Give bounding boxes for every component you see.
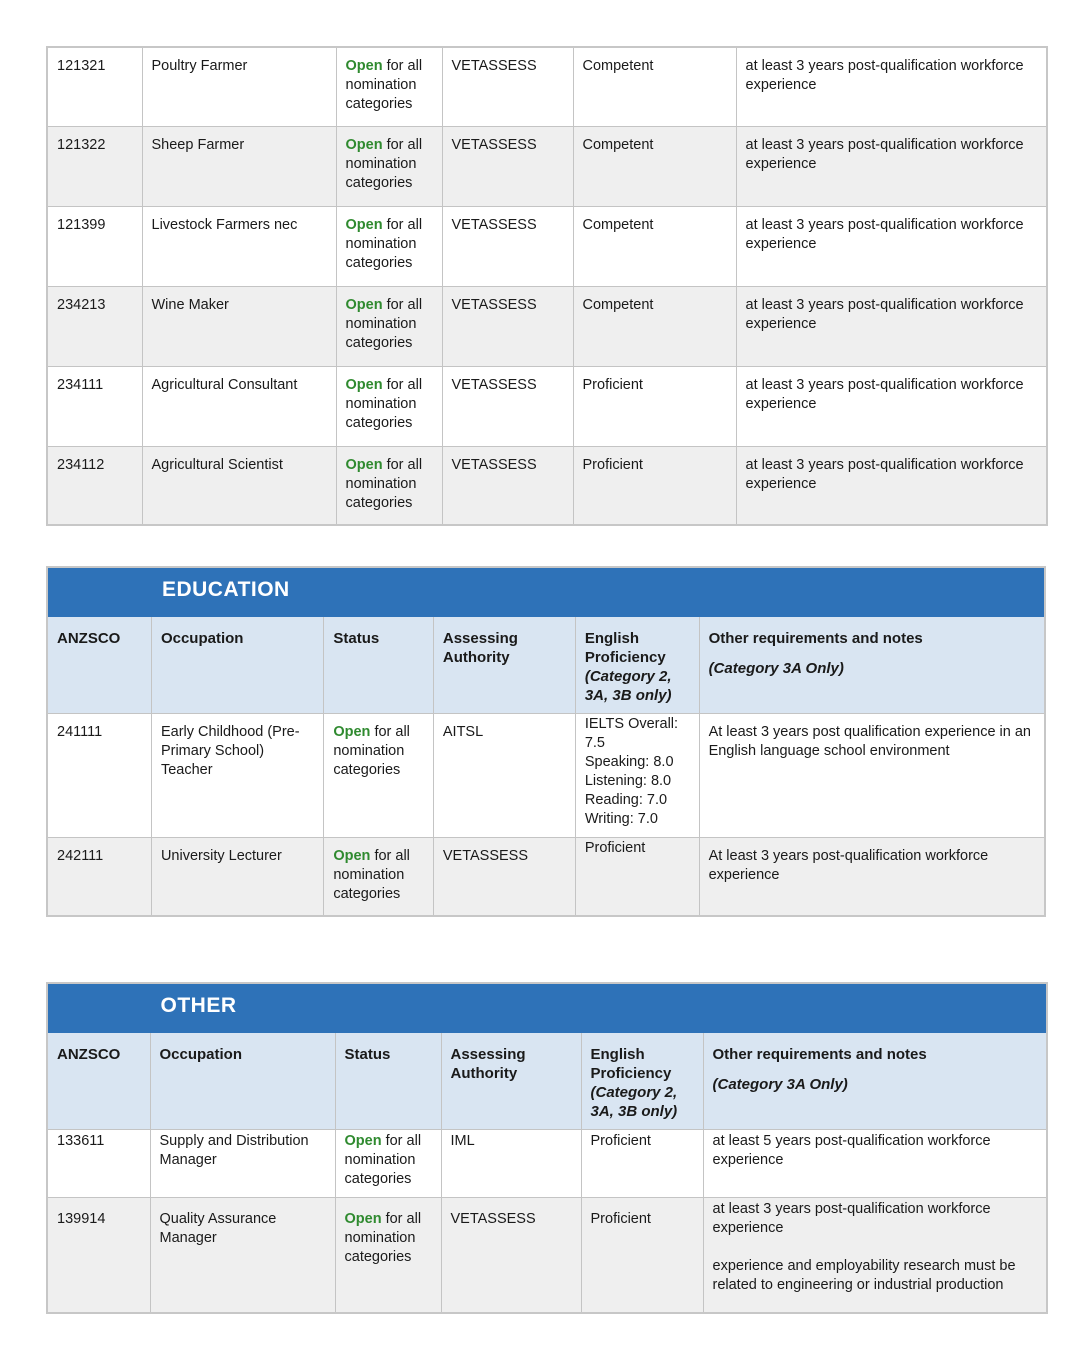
header-assessing-authority: Assessing Authority [433,617,575,714]
status-cell: Open for all nomination categories [324,838,434,916]
status-open: Open [333,724,371,740]
requirements-notes: at least 5 years post-qualification workforce experience [703,1130,1047,1198]
requirements-notes: At least 3 years post-qualification workforce experience [699,838,1045,916]
occupation-name: University Lecturer [151,838,323,916]
header-anzsco: ANZSCO [47,617,151,714]
status-cell: Open for all nomination categories [335,1198,441,1313]
anzsco-code: 139914 [47,1198,150,1313]
status-open: Open [333,848,371,864]
column-headers [47,617,1045,714]
requirements-notes: at least 3 years post-qualification workforce experience [736,286,1047,366]
header-anzsco: ANZSCO [47,1033,150,1130]
english-proficiency: Proficient [573,446,736,525]
status-open: Open [345,136,383,153]
status-cell: Open for all nomination categories [336,446,442,525]
english-proficiency: Proficient [581,1198,703,1313]
requirements-notes: at least 3 years post-qualification workforce experience [736,366,1047,446]
section-header [47,567,1045,617]
english-proficiency: IELTS Overall: 7.5 Speaking: 8.0 Listening: 8.0 Reading: 7.0 Writing: 7.0 [575,714,699,838]
anzsco-code: 241111 [47,714,151,838]
section-header [47,983,1047,1033]
status-cell: Open for all nomination categories [336,366,442,446]
occupation-name: Early Childhood (Pre-Primary School) Teacher [151,714,323,838]
table-row [47,126,1047,206]
status-cell: Open for all nomination categories [336,126,442,206]
occupation-name: Quality Assurance Manager [150,1198,335,1313]
status-open: Open [344,1211,382,1227]
header-english-proficiency: English Proficiency (Category 2, 3A, 3B only) [581,1033,703,1130]
header-occupation: Occupation [151,617,323,714]
anzsco-code: 234112 [47,446,142,525]
anzsco-code: 234213 [47,286,142,366]
assessing-authority: AITSL [433,714,575,838]
english-proficiency: Competent [573,47,736,126]
anzsco-code: 234111 [47,366,142,446]
requirements-notes: At least 3 years post qualification experience in an English language school environment [699,714,1045,838]
header-other-requirements: Other requirements and notes (Category 3A Only) [699,617,1045,714]
status-open: Open [345,296,383,313]
assessing-authority: VETASSESS [442,126,573,206]
header-english-proficiency: English Proficiency (Category 2, 3A, 3B only) [575,617,699,714]
requirements-notes: at least 3 years post-qualification workforce experience [736,446,1047,525]
occupation-name: Wine Maker [142,286,336,366]
assessing-authority: IML [441,1130,581,1198]
status-cell: Open for all nomination categories [336,206,442,286]
assessing-authority: VETASSESS [442,286,573,366]
other-table [46,982,1048,1314]
table-row [47,286,1047,366]
section-title: OTHER [150,983,1047,1033]
assessing-authority: VETASSESS [442,206,573,286]
requirements-notes: at least 3 years post-qualification workforce experience [736,47,1047,126]
status-cell: Open for all nomination categories [336,286,442,366]
english-proficiency: Proficient [581,1130,703,1198]
english-proficiency: Proficient [573,366,736,446]
occupation-name: Agricultural Scientist [142,446,336,525]
status-open: Open [345,376,383,393]
header-status: Status [324,617,434,714]
table-row [47,366,1047,446]
anzsco-code: 121322 [47,126,142,206]
status-open: Open [344,1133,382,1149]
header-assessing-authority: Assessing Authority [441,1033,581,1130]
requirements-notes: at least 3 years post-qualification workforce experience [736,206,1047,286]
assessing-authority: VETASSESS [441,1198,581,1313]
english-proficiency: Proficient [575,838,699,916]
status-open: Open [345,58,383,74]
table-row [47,47,1047,126]
table-row [47,1130,1047,1198]
table-row [47,1198,1047,1313]
occupation-name: Agricultural Consultant [142,366,336,446]
occupation-name: Sheep Farmer [142,126,336,206]
status-cell: Open for all nomination categories [335,1130,441,1198]
table-row [47,838,1045,916]
occupation-name: Supply and Distribution Manager [150,1130,335,1198]
anzsco-code: 133611 [47,1130,150,1198]
table-row [47,206,1047,286]
table-row [47,446,1047,525]
anzsco-code: 121399 [47,206,142,286]
occupation-name: Poultry Farmer [142,47,336,126]
occupation-name: Livestock Farmers nec [142,206,336,286]
table-row [47,714,1045,838]
education-table [46,566,1046,917]
english-proficiency: Competent [573,206,736,286]
assessing-authority: VETASSESS [442,446,573,525]
assessing-authority: VETASSESS [442,366,573,446]
header-other-requirements: Other requirements and notes (Category 3A Only) [703,1033,1047,1130]
status-open: Open [345,456,383,473]
status-open: Open [345,216,383,233]
agriculture-table [46,46,1048,526]
assessing-authority: VETASSESS [433,838,575,916]
anzsco-code: 121321 [47,47,142,126]
status-cell: Open for all nomination categories [336,47,442,126]
english-proficiency: Competent [573,126,736,206]
english-proficiency: Competent [573,286,736,366]
status-cell: Open for all nomination categories [324,714,434,838]
header-occupation: Occupation [150,1033,335,1130]
anzsco-code: 242111 [47,838,151,916]
requirements-notes: at least 3 years post-qualification workforce experience [736,126,1047,206]
assessing-authority: VETASSESS [442,47,573,126]
section-title: EDUCATION [151,567,1045,617]
header-status: Status [335,1033,441,1130]
requirements-notes: at least 3 years post-qualification workforce experience experience and employability research must be related to engineering or industrial production [703,1198,1047,1313]
column-headers [47,1033,1047,1130]
